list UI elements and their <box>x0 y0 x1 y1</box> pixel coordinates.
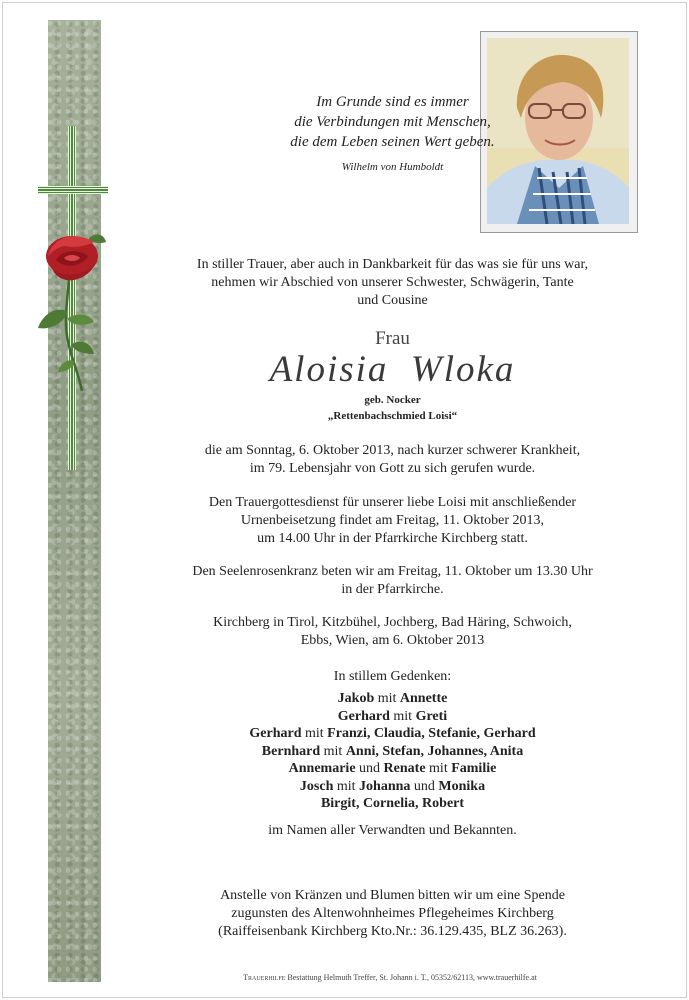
name-prefix: Frau <box>375 328 410 349</box>
intro-line: In stiller Trauer, aber auch in Dankbarkeit für das was sie für uns war, <box>196 257 589 272</box>
footer <box>150 973 630 982</box>
place-line: Ebbs, Wien, am 6. Oktober 2013 <box>300 633 485 648</box>
family-connector: und <box>410 778 439 794</box>
rose-icon <box>34 226 114 396</box>
family-line <box>130 743 655 761</box>
place-date <box>130 614 655 650</box>
death-notice <box>130 442 655 478</box>
family-line <box>130 760 655 778</box>
family-name: Anni, Stefan, Johannes, Anita <box>345 743 524 759</box>
service-line: Urnenbeisetzung findet am Freitag, 11. Oktober 2013, <box>240 513 545 528</box>
quote-line: die Verbindungen mit Menschen, <box>294 114 491 130</box>
family-line <box>130 725 655 743</box>
family-name: Josch <box>299 778 334 794</box>
donation-line: zugunsten des Altenwohnheimes Pflegeheimes Kirchberg <box>231 906 554 921</box>
family-name: Gerhard <box>337 708 390 724</box>
donation-line: Anstelle von Kränzen und Blumen bitten wir um eine Spende <box>220 888 565 903</box>
family-line <box>130 795 655 813</box>
donation-line: (Raiffeisenbank Kirchberg Kto.Nr.: 36.129.435, BLZ 36.263). <box>218 924 567 939</box>
birth-name-block <box>130 392 655 424</box>
family-name: Birgit, Cornelia, Robert <box>320 796 465 811</box>
family-connector: mit <box>320 743 346 759</box>
service-line: um 14.00 Uhr in der Pfarrkirche Kirchberg statt. <box>257 531 528 546</box>
birth-name: geb. Nocker <box>364 394 421 406</box>
quote <box>130 92 655 152</box>
footer-brand: Trauerhilfe <box>243 973 286 982</box>
cross-horizontal-bar <box>38 186 108 194</box>
family-name: Franzi, Claudia, Stefanie, Gerhard <box>327 726 536 741</box>
funeral-service <box>130 494 655 548</box>
rosary-line: in der Pfarrkirche. <box>341 582 444 597</box>
family-name: Monika <box>438 778 486 794</box>
family-line <box>130 708 655 726</box>
family-list <box>130 690 655 813</box>
rosary-notice <box>130 563 655 599</box>
family-name: Annemarie <box>288 761 356 776</box>
rosary-line: Den Seelenrosenkranz beten wir am Freitag, 11. Oktober um 13.30 Uhr <box>192 564 593 579</box>
family-connector: mit <box>389 708 416 724</box>
family-name: Gerhard <box>249 726 302 741</box>
mourning-label: In stillem Gedenken: <box>333 669 452 684</box>
footer-text: Bestattung Helmuth Treffer, St. Johann i. T., 05352/62113, www.trauerhilfe.at <box>287 973 537 982</box>
nickname: „Rettenbachschmied Loisi“ <box>327 410 458 422</box>
place-line: Kirchberg in Tirol, Kitzbühel, Jochberg, Bad Häring, Schwoich, <box>213 615 572 630</box>
family-name: Bernhard <box>261 743 321 759</box>
family-name: Johanna <box>359 778 411 794</box>
relatives-line: im Namen aller Verwandten und Bekannten. <box>268 823 517 838</box>
family-connector: mit <box>425 761 452 776</box>
intro-line: und Cousine <box>357 293 428 308</box>
intro-text <box>130 256 655 310</box>
family-name: Annette <box>399 691 448 706</box>
family-name: Greti <box>415 708 448 724</box>
family-connector: mit <box>374 691 400 706</box>
deceased-name: Aloisia Wloka <box>269 349 516 390</box>
family-name: Jakob <box>337 691 375 706</box>
family-name: Renate <box>383 761 426 776</box>
family-line <box>130 778 655 796</box>
family-connector: mit <box>333 778 360 794</box>
service-line: Den Trauergottesdienst für unserer liebe Loisi mit anschließender <box>208 495 577 510</box>
death-line: im 79. Lebensjahr von Gott zu sich gerufen wurde. <box>249 461 536 476</box>
donation-notice <box>130 887 655 941</box>
family-connector: und <box>355 761 384 776</box>
family-connector: mit <box>301 726 328 741</box>
quote-line: die dem Leben seinen Wert geben. <box>290 134 495 150</box>
intro-line: nehmen wir Abschied von unserer Schwester, Schwägerin, Tante <box>211 275 574 290</box>
family-line <box>130 690 655 708</box>
quote-author: Wilhelm von Humboldt <box>341 161 444 173</box>
death-line: die am Sonntag, 6. Oktober 2013, nach kurzer schwerer Krankheit, <box>204 443 581 458</box>
family-name: Familie <box>451 761 497 776</box>
quote-line: Im Grunde sind es immer <box>316 94 469 110</box>
